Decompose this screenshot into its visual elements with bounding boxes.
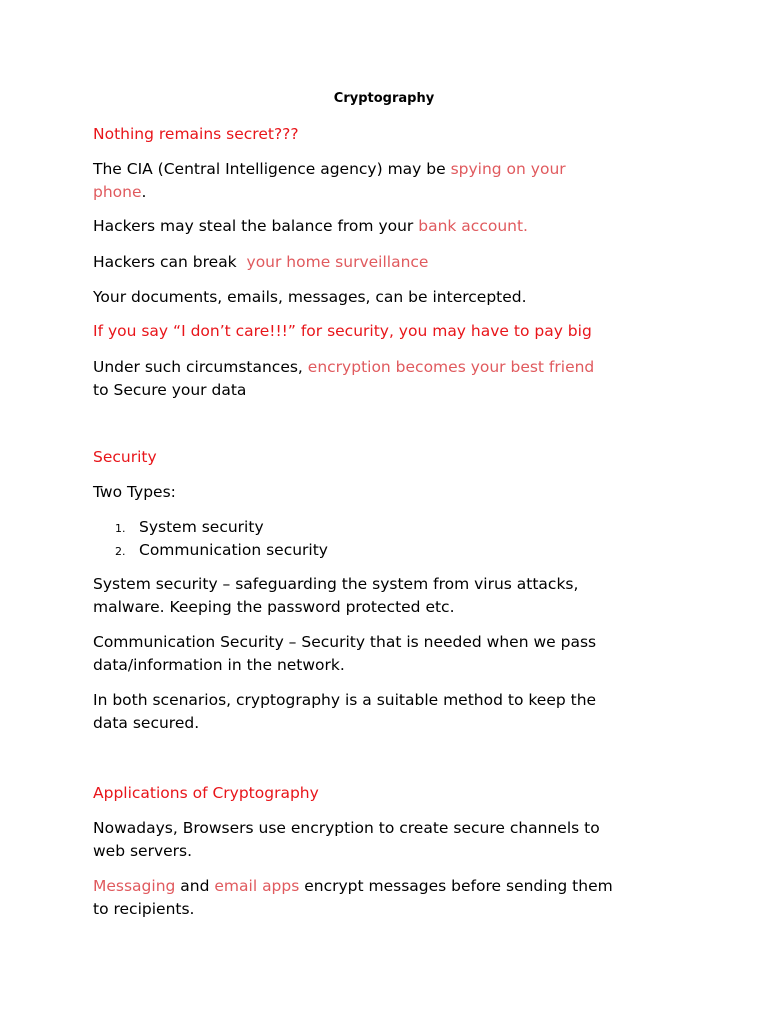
paragraph-messaging-and: and xyxy=(175,877,215,895)
paragraph-cia-text: The CIA (Central Intelligence agency) may be xyxy=(93,160,451,178)
paragraph-messaging-line2: to recipients. xyxy=(93,900,195,918)
paragraph-encryption xyxy=(93,356,693,402)
list-item-label: Communication security xyxy=(139,541,328,559)
paragraph-system-security-line2: malware. Keeping the password protected etc. xyxy=(93,598,455,616)
list-item xyxy=(93,539,328,562)
paragraph-cia-highlight-2: phone xyxy=(93,183,142,201)
paragraph-surveillance xyxy=(93,251,693,274)
paragraph-communication-security-line2: data/information in the network. xyxy=(93,656,345,674)
paragraph-encryption-highlight: encryption becomes your best friend xyxy=(307,358,595,376)
security-heading: Security xyxy=(93,448,157,466)
intro-heading: Nothing remains secret??? xyxy=(93,125,299,143)
paragraph-system-security-line1: System security – safeguarding the system from virus attacks, xyxy=(93,575,579,593)
paragraph-surveillance-highlight: your home surveillance xyxy=(246,253,429,271)
paragraph-browsers xyxy=(93,817,693,863)
paragraph-cia-highlight-1: spying on your xyxy=(450,160,566,178)
paragraph-messaging xyxy=(93,875,693,921)
paragraph-both-scenarios-line1: In both scenarios, cryptography is a suitable method to keep the xyxy=(93,691,597,709)
paragraph-browsers-line1: Nowadays, Browsers use encryption to create secure channels to xyxy=(93,819,600,837)
paragraph-browsers-line2: web servers. xyxy=(93,842,193,860)
paragraph-cia-period: . xyxy=(141,183,147,201)
paragraph-encryption-text: Under such circumstances, xyxy=(93,358,308,376)
paragraph-both-scenarios-line2: data secured. xyxy=(93,714,200,732)
paragraph-messaging-highlight-1: Messaging xyxy=(93,877,176,895)
two-types-label: Two Types: xyxy=(93,483,176,501)
paragraph-cia xyxy=(93,158,693,204)
paragraph-communication-security-line1: Communication Security – Security that is needed when we pass xyxy=(93,633,597,651)
paragraph-bank-text: Hackers may steal the balance from your xyxy=(93,217,419,235)
types-list xyxy=(93,516,328,562)
paragraph-messaging-highlight-2: email apps xyxy=(214,877,300,895)
paragraph-system-security xyxy=(93,573,693,619)
paragraph-messaging-text: encrypt messages before sending them xyxy=(299,877,613,895)
list-item-number: 1. xyxy=(115,522,126,535)
document-title: Cryptography xyxy=(333,91,435,106)
paragraph-encryption-line2: to Secure your data xyxy=(93,381,247,399)
paragraph-pay-big: If you say “I don’t care!!!” for security, you may have to pay big xyxy=(93,322,592,340)
paragraph-communication-security xyxy=(93,631,693,677)
paragraph-bank-highlight: bank account. xyxy=(418,217,528,235)
list-item xyxy=(93,516,328,539)
paragraph-bank xyxy=(93,215,693,238)
list-item-number: 2. xyxy=(115,545,126,558)
paragraph-surveillance-text: Hackers can break xyxy=(93,253,247,271)
applications-heading: Applications of Cryptography xyxy=(93,784,319,802)
paragraph-both-scenarios xyxy=(93,689,693,735)
list-item-label: System security xyxy=(139,518,264,536)
paragraph-intercepted: Your documents, emails, messages, can be intercepted. xyxy=(93,288,527,306)
